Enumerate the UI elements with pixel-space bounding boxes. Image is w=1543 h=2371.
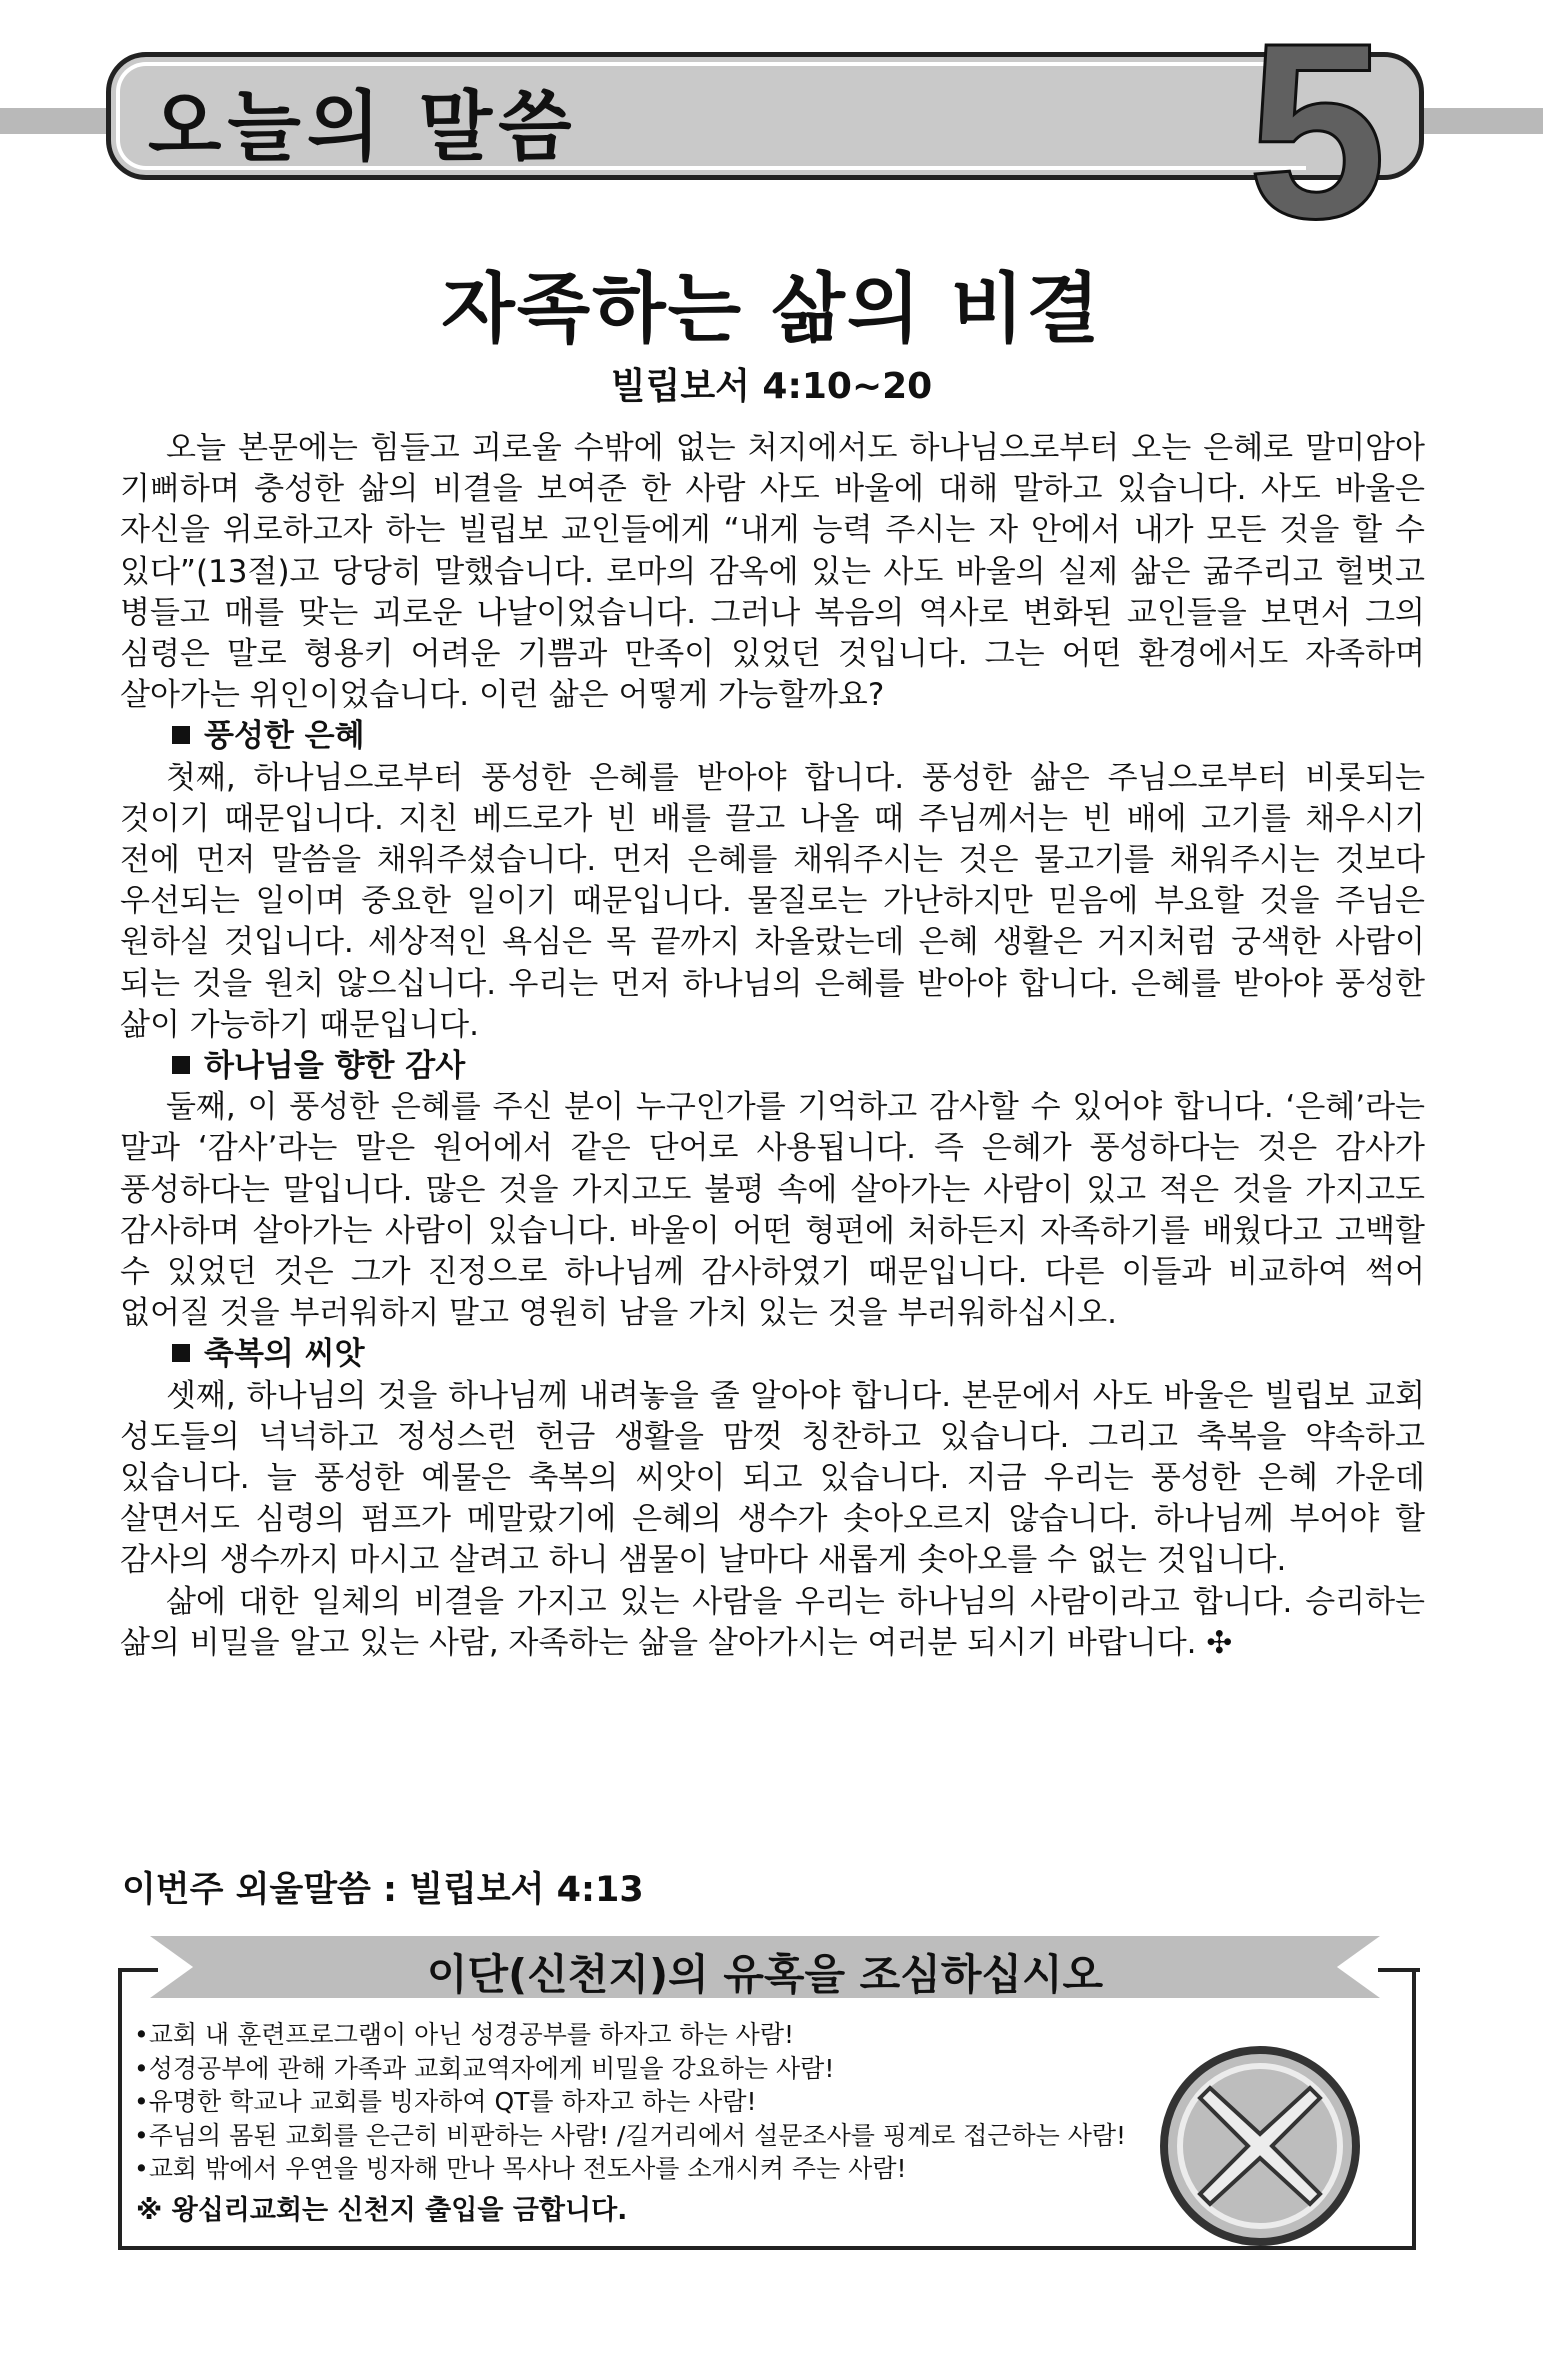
- section-heading-text: 풍성한 은혜: [204, 718, 365, 755]
- warning-item: •유명한 학교나 교회를 빙자하여 QT를 하자고 하는 사람!: [134, 2087, 757, 2117]
- scripture-reference: 빌립보서 4:10~20: [610, 366, 933, 407]
- warning-item: •성경공부에 관해 가족과 교회교역자에게 비밀을 강요하는 사람!: [134, 2053, 835, 2083]
- body-paragraph: 둘째, 이 풍성한 은혜를 주신 분이 누구인가를 기억하고 감사할 수 있어야 합니다. ‘은혜’라는 말과 ‘감사’라는 말은 원어에서 같은 단어로 사용됩니다. 즉 은혜가 풍성하다는 것은 감사가 풍성하다는 말입니다. 많은 것을 가지고도 불평 속에 살아가는 사람이 있고 적은 것을 가지고도 감사하며 살아가는 사람이 있습니다. 바울이 어떤 형편에 처하든지 자족하기를 배웠다고 고백할 수 있었던 것은 그가 진정으로 하나님께 감사하였기 때문입니다. 다른 이들과 비교하여 썩어 없어질 것을 부러워하지 말고 영원히 남을 가치 있는 것을 부러워하십시오.: [120, 1089, 1425, 1332]
- warning-item: •교회 내 훈련프로그램이 아닌 성경공부를 하자고 하는 사람!: [134, 2020, 794, 2049]
- intro-paragraph: 오늘 본문에는 힘들고 괴로울 수밖에 없는 처지에서도 하나님으로부터 오는 은혜로 말미암아 기뻐하며 충성한 삶의 비결을 보여준 한 사람 사도 바울에 대해 말하고 있습니다. 사도 바울은 자신을 위로하고자 하는 빌립보 교인들에게 “내게 능력 주시는 자 안에서 내가 모든 것을 할 수 있다”(13절)고 당당히 말했습니다. 로마의 감옥에 있는 사도 바울의 실제 삶은 굶주리고 헐벗고 병들고 매를 맞는 괴로운 나날이었습니다. 그러나 복음의 역사로 변화된 교인들을 보면서 그의 심령은 말로 형용키 어려운 기쁨과 만족이 있었던 것입니다. 그는 어떤 환경에서도 자족하며 살아가는 위인이었습니다. 이런 삶은 어떻게 가능할까요?: [120, 430, 1425, 714]
- memory-verse: 이번주 외울말씀 : 빌립보서 4:13: [122, 1870, 644, 1910]
- section-heading-text: 축복의 씨앗: [204, 1336, 365, 1373]
- warning-note: ※ 왕십리교회는 신천지 출입을 금합니다.: [136, 2195, 628, 2226]
- warning-item: •교회 밖에서 우연을 빙자해 만나 목사나 전도사를 소개시켜 주는 사람!: [134, 2154, 907, 2184]
- square-bullet-icon: [172, 1344, 190, 1362]
- square-bullet-icon: [172, 1056, 190, 1074]
- section-title: 오늘의 말씀: [148, 82, 578, 171]
- warning-item: •주님의 몸된 교회를 은근히 비판하는 사람! /길거리에서 설문조사를 핑계로 접근하는 사람!: [134, 2120, 1127, 2150]
- section-heading-text: 하나님을 향한 감사: [204, 1048, 466, 1085]
- section-heading: [120, 716, 1425, 757]
- section-heading: [120, 1334, 1425, 1375]
- closing-paragraph: 삶에 대한 일체의 비결을 가지고 있는 사람을 우리는 하나님의 사람이라고 합니다. 승리하는 삶의 비밀을 알고 있는 사람, 자족하는 삶을 살아가시는 여러분 되시기 바랍니다. ✣: [120, 1583, 1425, 1661]
- warning-list: [134, 2018, 1126, 2186]
- body-paragraph: 첫째, 하나님으로부터 풍성한 은혜를 받아야 합니다. 풍성한 삶은 주님으로부터 비롯되는 것이기 때문입니다. 지친 베드로가 빈 배를 끌고 나올 때 주님께서는 빈 배에 고기를 채우시기 전에 먼저 말씀을 채워주셨습니다. 먼저 은혜를 채워주시는 것은 물고기를 채워주시는 것보다 우선되는 일이며 중요한 일이기 때문입니다. 물질로는 가난하지만 믿음에 부요할 것을 주님은 원하실 것입니다. 세상적인 욕심은 목 끝까지 차올랐는데 은혜 생활은 거지처럼 궁색한 사람이 되는 것을 원치 않으십니다. 우리는 먼저 하나님의 은혜를 받아야 합니다. 은혜를 받아야 풍성한 삶이 가능하기 때문입니다.: [120, 759, 1425, 1043]
- body-paragraph: 셋째, 하나님의 것을 하나님께 내려놓을 줄 알아야 합니다. 본문에서 사도 바울은 빌립보 교회 성도들의 넉넉하고 정성스런 헌금 생활을 맘껏 칭찬하고 있습니다. 그리고 축복을 약속하고 있습니다. 늘 풍성한 예물은 축복의 씨앗이 되고 있습니다. 지금 우리는 풍성한 은혜 가운데 살면서도 심령의 펌프가 메말랐기에 은혜의 생수가 솟아오르지 않습니다. 하나님께 부어야 할 감사의 생수까지 마시고 살려고 하니 샘물이 날마다 새롭게 솟아오를 수 없는 것입니다.: [120, 1377, 1425, 1579]
- warning-title: 이단(신천지)의 유혹을 조심하십시오: [426, 1950, 1104, 1999]
- square-bullet-icon: [172, 726, 190, 744]
- warning-box-top-right-line: [1378, 1968, 1420, 1972]
- sermon-body: [120, 428, 1425, 1664]
- section-heading: [120, 1046, 1425, 1087]
- prohibition-x-icon: [1150, 2036, 1370, 2256]
- section-number: 5: [1247, 0, 1387, 270]
- sermon-title: 자족하는 삶의 비결: [441, 264, 1102, 353]
